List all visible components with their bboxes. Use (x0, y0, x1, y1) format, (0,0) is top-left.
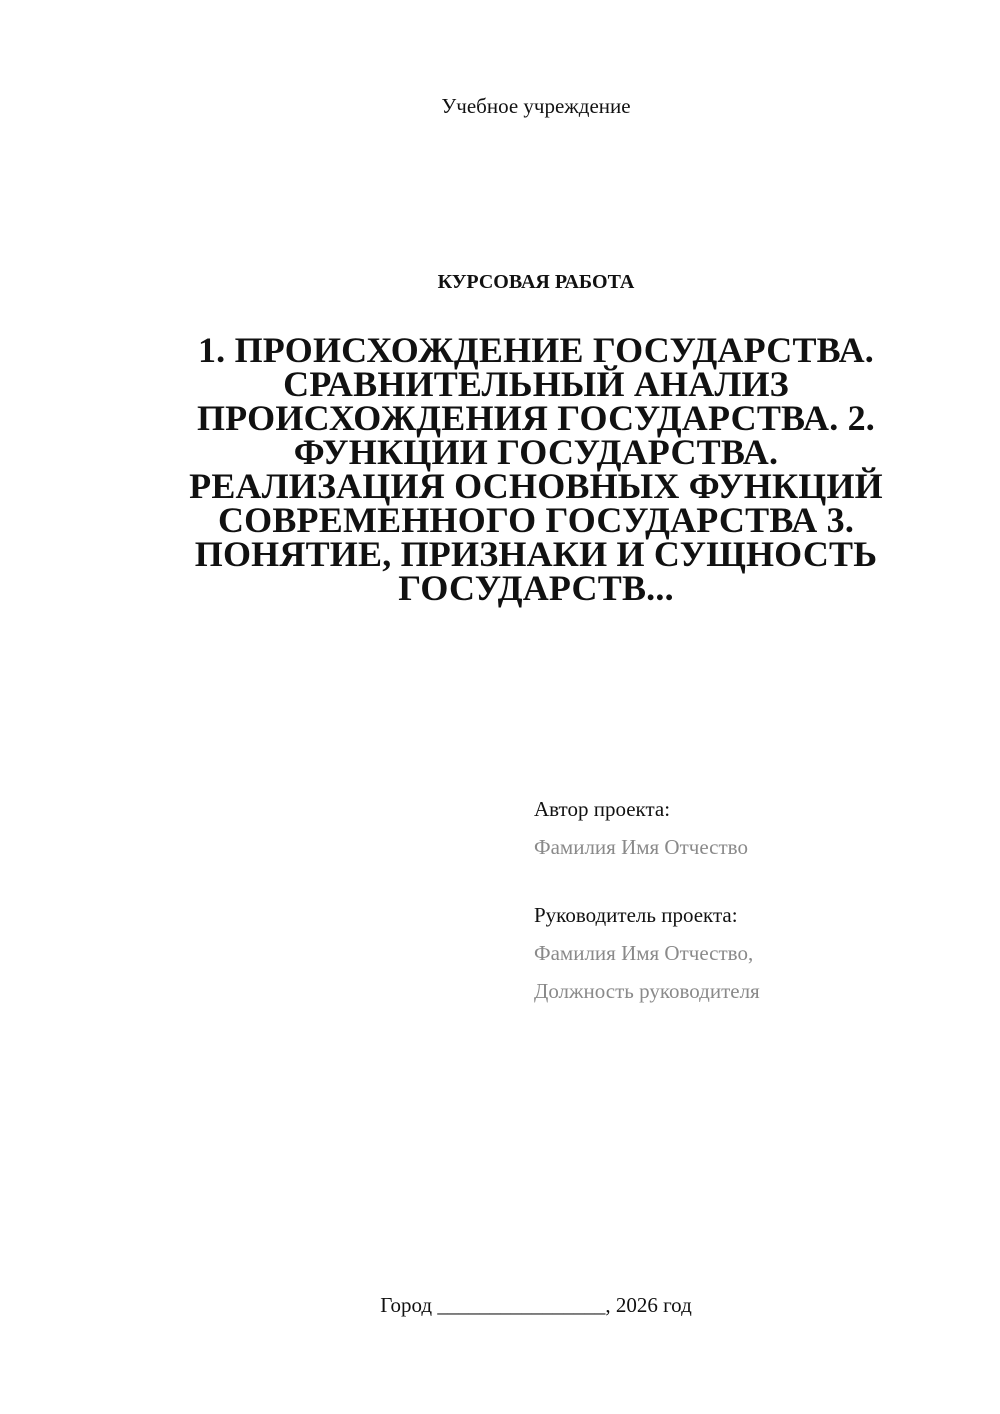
credits-spacer (534, 866, 954, 896)
document-type: КУРСОВАЯ РАБОТА (437, 271, 635, 293)
supervisor-position: Должность руководителя (534, 979, 760, 1003)
supervisor-label: Руководитель проекта: (534, 903, 738, 927)
city-year-line: Город ________________, 2026 год (380, 1293, 692, 1317)
document-title: 1. ПРОИСХОЖДЕНИЕ ГОСУДАРСТВА. СРАВНИТЕЛЬНЫЙ АНАЛИЗ ПРОИСХОЖДЕНИЯ ГОСУДАРСТВА. 2. ФУНКЦИИ ГОСУДАРСТВА. РЕАЛИЗАЦИЯ ОСНОВНЫХ ФУНКЦИЙ СОВРЕМЕННОГО ГОСУДАРСТВА 3. ПОНЯТИЕ, ПРИЗНАКИ И СУЩНОСТЬ ГОСУДАРСТВ... (189, 330, 883, 608)
institution-name: Учебное учреждение (441, 94, 631, 118)
supervisor-name: Фамилия Имя Отчество, (534, 941, 754, 965)
author-name: Фамилия Имя Отчество (534, 835, 748, 859)
author-label: Автор проекта: (534, 797, 671, 821)
credits-block (534, 790, 954, 1010)
